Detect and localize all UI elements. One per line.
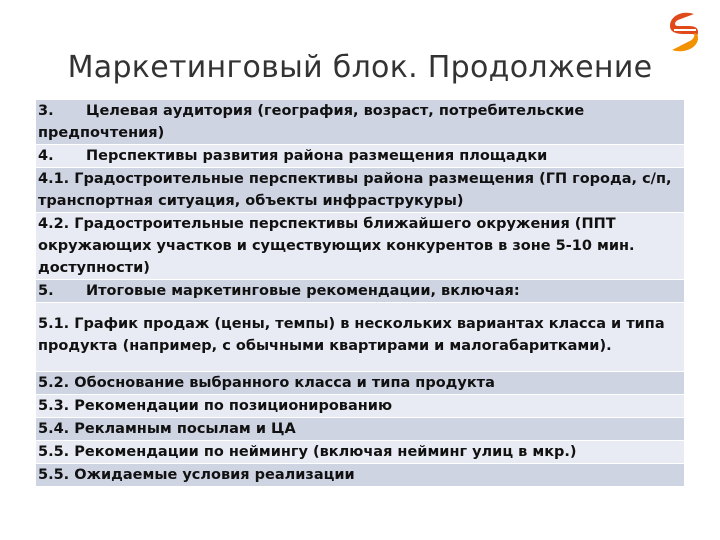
item-text: 5.3. Рекомендации по позиционированию — [38, 398, 393, 414]
item-text: 5.5. Рекомендации по неймингу (включая нейминг улиц в мкр.) — [38, 444, 577, 460]
list-item — [36, 372, 684, 395]
content-table — [36, 99, 684, 487]
item-text: Целевая аудитория (география, возраст, потребительские предпочтения) — [38, 103, 585, 141]
item-text: 5.1. График продаж (цены, темпы) в нескольких вариантах класса и типа продукта (например, с обычными квартирами и малогабаритками). — [38, 316, 665, 354]
list-item — [36, 395, 684, 418]
list-item — [36, 280, 684, 303]
list-item — [36, 303, 684, 372]
item-text: Итоговые маркетинговые рекомендации, включая: — [86, 283, 520, 299]
list-item — [36, 145, 684, 168]
page-title: Маркетинговый блок. Продолжение — [67, 50, 653, 85]
item-number: 4. — [38, 148, 54, 164]
list-item — [36, 168, 684, 213]
item-number: 3. — [38, 103, 54, 119]
list-item — [36, 441, 684, 464]
item-text: Перспективы развития района размещения площадки — [86, 148, 548, 164]
item-text: 4.1. Градостроительные перспективы района размещения (ГП города, с/п, транспортная ситуация, объекты инфраструкуры) — [38, 171, 672, 209]
item-text: 4.2. Градостроительные перспективы ближайшего окружения (ППТ окружающих участков и существующих конкурентов в зоне 5-10 мин. доступности) — [38, 216, 635, 276]
list-item — [36, 213, 684, 280]
item-text: 5.4. Рекламным посылам и ЦА — [38, 421, 296, 437]
item-number: 5. — [38, 283, 54, 299]
item-text: 5.2. Обоснование выбранного класса и типа продукта — [38, 375, 495, 391]
item-text: 5.5. Ожидаемые условия реализации — [38, 467, 355, 483]
list-item — [36, 100, 684, 145]
list-item — [36, 464, 684, 487]
company-logo-icon — [662, 8, 706, 56]
list-item — [36, 418, 684, 441]
